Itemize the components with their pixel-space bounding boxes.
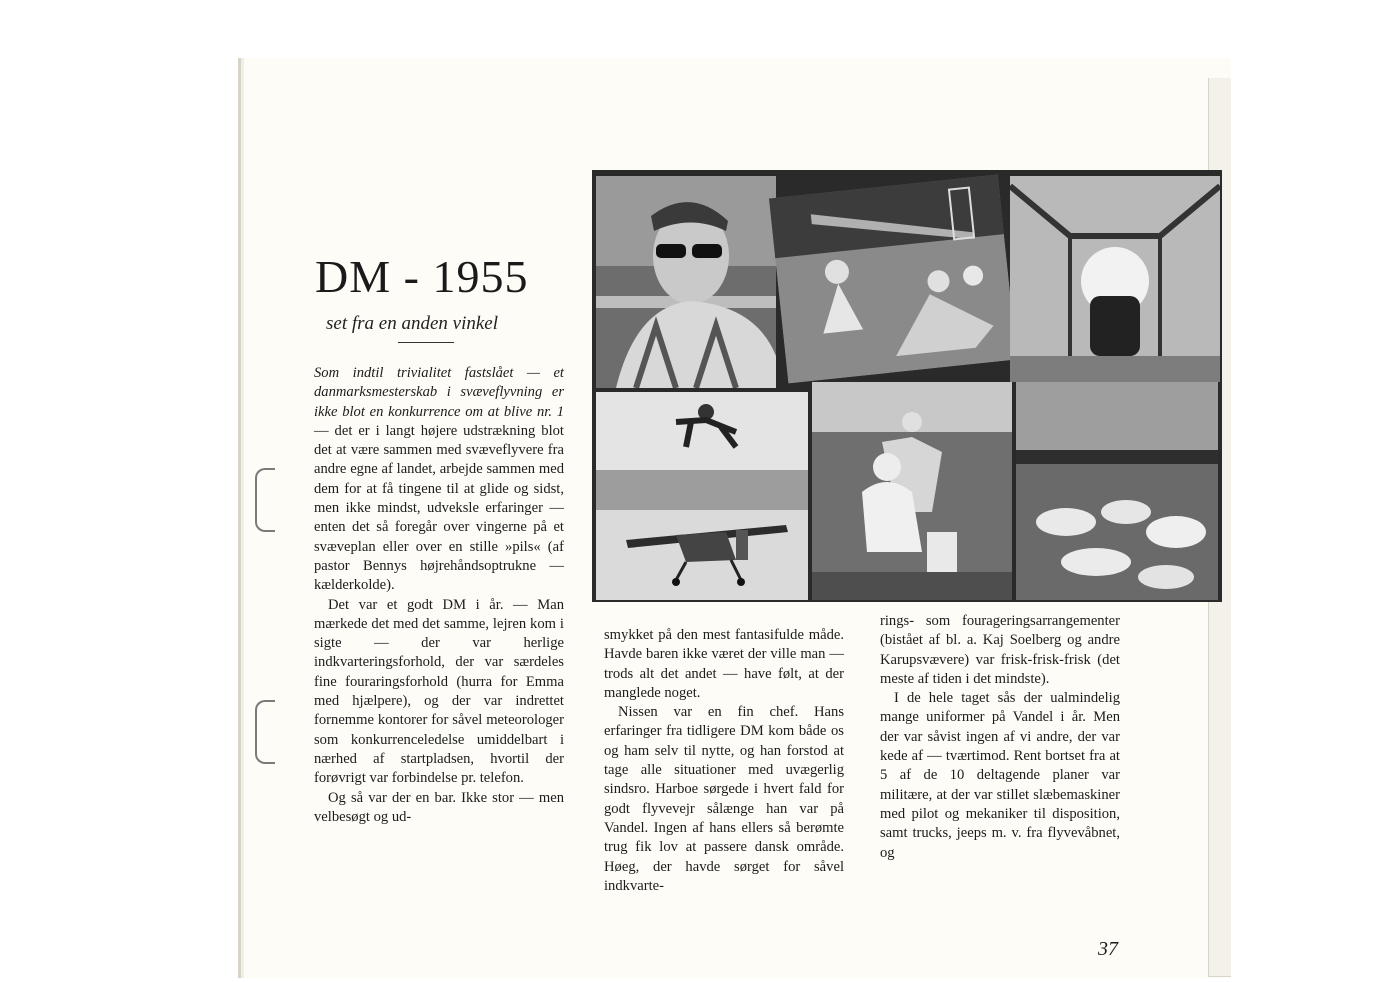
paragraph-text: — det er i langt højere udstrækning blot det at være sammen med svæveflyvere fra andre egne af landet, arbejde sammen med dem for at få tingene til at glide og sidst, men ikke mindst, udveksle erfaringer — enten det så foregår over vingerne på et svæveplan eller over en stille »pils« (af pastor Bennys højrehåndsoptrukne — kælderkolde). [314,422,564,594]
photo-collage [592,170,1222,602]
page-number: 37 [1098,938,1118,960]
man-sunglasses-photo [596,176,776,388]
paragraph-text: Nissen var en fin chef. Hans erfaringer fra tidligere DM kom både os og ham selv til nytte, og han forstod at tage alle situationer med uvægerlig sindsro. Harboe sørgede i hvert fald for godt flyvevejr sålænge han var på Vandel. Ingen af hans ellers så berømte trug fik lov at passere dansk område. Høeg, der havde sørget for såvel indkvarte- [604,704,844,894]
cockpit-ice-cream-photo [1010,176,1220,382]
article-column-3 [880,612,1120,863]
title-divider [398,342,454,343]
paragraph-text: rings- som fourageringsarrangementer (bistået af bl. a. Kaj Soelberg og andre Karupsvævere) var frisk-frisk-frisk (det meste af tiden i det mindste). [880,613,1120,687]
airplane-photo [596,470,808,600]
article-column-1 [314,364,564,827]
water-carrying-photo [812,382,1012,600]
paragraph-text: Og så var der en bar. Ikke stor — men velbesøgt og ud- [314,789,564,825]
flooded-field-photo [1016,382,1218,600]
article-column-2 [604,626,844,896]
paragraph-text: Det var et godt DM i år. — Man mærkede det med det samme, lejren kom i sigte — der var herlige indkvarteringsforhold, der var særdeles fine fouraringsforhold (hurra for Emma med hjælpere), og der var indrettet fornemme kontorer for såvel meteorologer som konkurrenceledelse umiddelbart i nærhed af startpladsen, hvortil der forøvrigt var forbindelse pr. telefon. [314,596,564,787]
intro-text: Som indtil trivialitet fastslået — et danmarksmesterskab i svæveflyvning er ikke blot en konkurrence om at blive nr. 1 [314,365,564,420]
binding-staple-icon [255,700,275,764]
paragraph-text: I de hele taget sås der ualmindelig mange uniformer på Vandel i år. Men der var såvist ingen af vi andre, der var kede af — tværtimod. Rent bortset fra at 5 af de 10 deltagende planer var militære, at der var stillet slæbemaskiner med pilot og mekaniker til disposition, samt trucks, jeeps m. v. fra flyvevåbnet, og [880,690,1120,861]
binding-staple-icon [255,468,275,532]
article-subtitle: set fra en anden vinkel [326,313,499,334]
paragraph-text: smykket på den mest fantasifulde måde. Havde baren ikke været der ville man — trods alt det andet — have følt, at der manglede noget. [604,627,844,701]
sunbathers-photo [769,174,1017,383]
article-title: DM - 1955 [315,251,529,302]
